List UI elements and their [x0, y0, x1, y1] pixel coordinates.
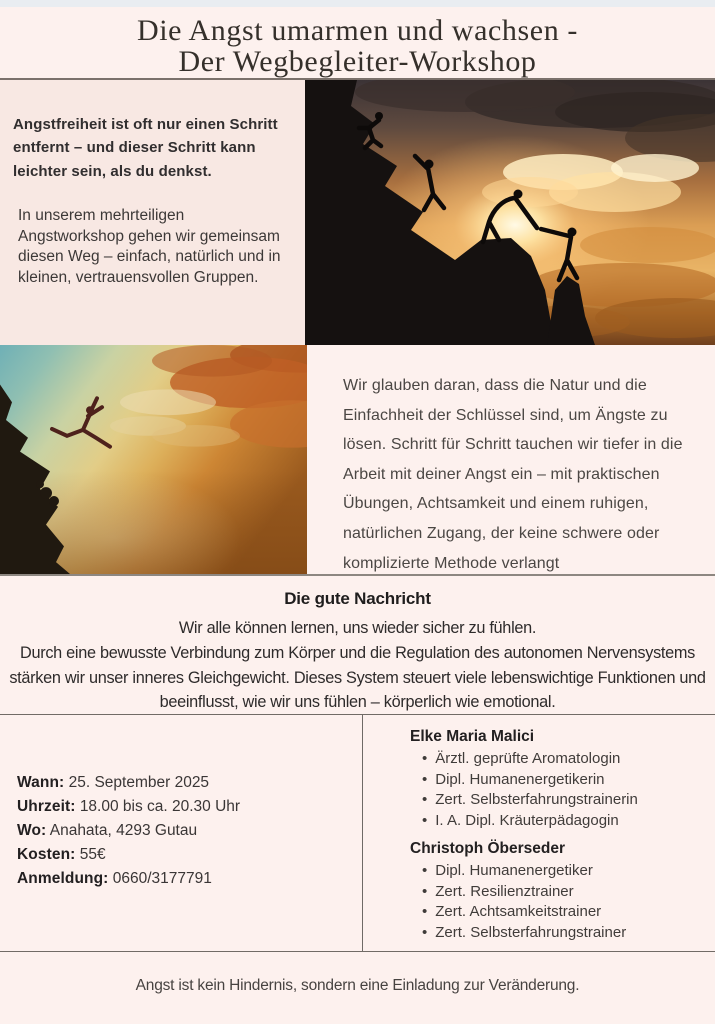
- top-strip: [0, 0, 715, 7]
- detail-time-label: Uhrzeit:: [17, 798, 76, 815]
- details-section: [0, 715, 715, 952]
- qualification-item: • Dipl. Humanenergetikerin: [422, 770, 715, 791]
- trainers-panel: [362, 715, 715, 951]
- philosophy-row: [0, 345, 715, 576]
- detail-time-value: 18.00 bis ca. 20.30 Uhr: [79, 798, 241, 815]
- intro-lead-text: Angstfreiheit ist oft nur einen Schritt entfernt – und dieser Schritt kann leichter sein, als du denkst.: [13, 116, 278, 180]
- closing-statement: [0, 952, 715, 1019]
- detail-registration-value: 0660/3177791: [112, 870, 212, 887]
- good-news-section: [0, 576, 715, 715]
- intro-body-text: In unserem mehrteiligen Angstworkshop gehen wir gemeinsam diesen Weg – einfach, natürlich und in kleinen, vertrauensvollen Gruppen.: [18, 207, 281, 286]
- qualification-item: • Zert. Selbsterfahrungstrainerin: [422, 790, 715, 811]
- trainer-1-name: Elke Maria Malici: [410, 728, 535, 745]
- climbers-sunset-image: [305, 80, 715, 345]
- page-title-line-1: Die Angst umarmen und wachsen -: [136, 14, 578, 47]
- detail-when-label: Wann:: [17, 774, 65, 791]
- detail-time: [17, 795, 362, 819]
- philosophy-text: Wir glauben daran, dass die Natur und die Einfachheit der Schlüssel sind, um Ängste zu lösen. Schritt für Schritt tauchen wir tiefer in die Arbeit mit deiner Angst ein – mit praktischen Übungen, Achtsamkeit und einem ruhigen, natürlichen Zugang, der keine schwere oder komplizierte Methode verlangt: [343, 377, 683, 572]
- page-title-line-2: Der Wegbegleiter-Workshop: [178, 45, 537, 78]
- detail-where-label: Wo:: [17, 822, 47, 839]
- detail-cost-label: Kosten:: [17, 846, 76, 863]
- qualification-item: • Zert. Resilienztrainer: [422, 882, 715, 903]
- detail-cost: [17, 843, 362, 867]
- detail-registration: [17, 867, 362, 891]
- detail-registration-label: Anmeldung:: [17, 870, 109, 887]
- trainer-1-qualifications: [410, 749, 715, 831]
- detail-when: [17, 771, 362, 795]
- qualification-item: • I. A. Dipl. Kräuterpädagogin: [422, 811, 715, 832]
- good-news-heading: Die gute Nachricht: [284, 589, 431, 608]
- intro-panel: [0, 80, 305, 345]
- trainer-2-name: Christoph Öberseder: [410, 840, 566, 857]
- detail-where: [17, 819, 362, 843]
- detail-where-value: Anahata, 4293 Gutau: [49, 822, 198, 839]
- qualification-item: • Zert. Achtsamkeitstrainer: [422, 902, 715, 923]
- event-details: [0, 715, 362, 951]
- masthead: [0, 7, 715, 78]
- trainer-2-qualifications: [410, 861, 715, 943]
- good-news-body: Durch eine bewusste Verbindung zum Körper und die Regulation des autonomen Nervensystems stärken wir unser inneres Gleichgewicht. Dieses System steuert viele lebenswichtige Funktionen und beeinflusst, wie wir uns fühlen – körperlich wie emotional.: [9, 643, 706, 712]
- closing-text: Angst ist kein Hindernis, sondern eine Einladung zur Veränderung.: [135, 977, 580, 994]
- detail-when-value: 25. September 2025: [68, 774, 210, 791]
- qualification-item: • Ärztl. geprüfte Aromatologin: [422, 749, 715, 770]
- good-news-line1: Wir alle können lernen, uns wieder sicher zu fühlen.: [178, 619, 537, 637]
- qualification-item: • Dipl. Humanenergetiker: [422, 861, 715, 882]
- philosophy-panel: [307, 345, 715, 574]
- qualification-item: • Zert. Selbsterfahrungstrainer: [422, 923, 715, 944]
- intro-row: [0, 80, 715, 345]
- cliff-jumper-image: [0, 345, 307, 574]
- detail-cost-value: 55€: [79, 846, 106, 863]
